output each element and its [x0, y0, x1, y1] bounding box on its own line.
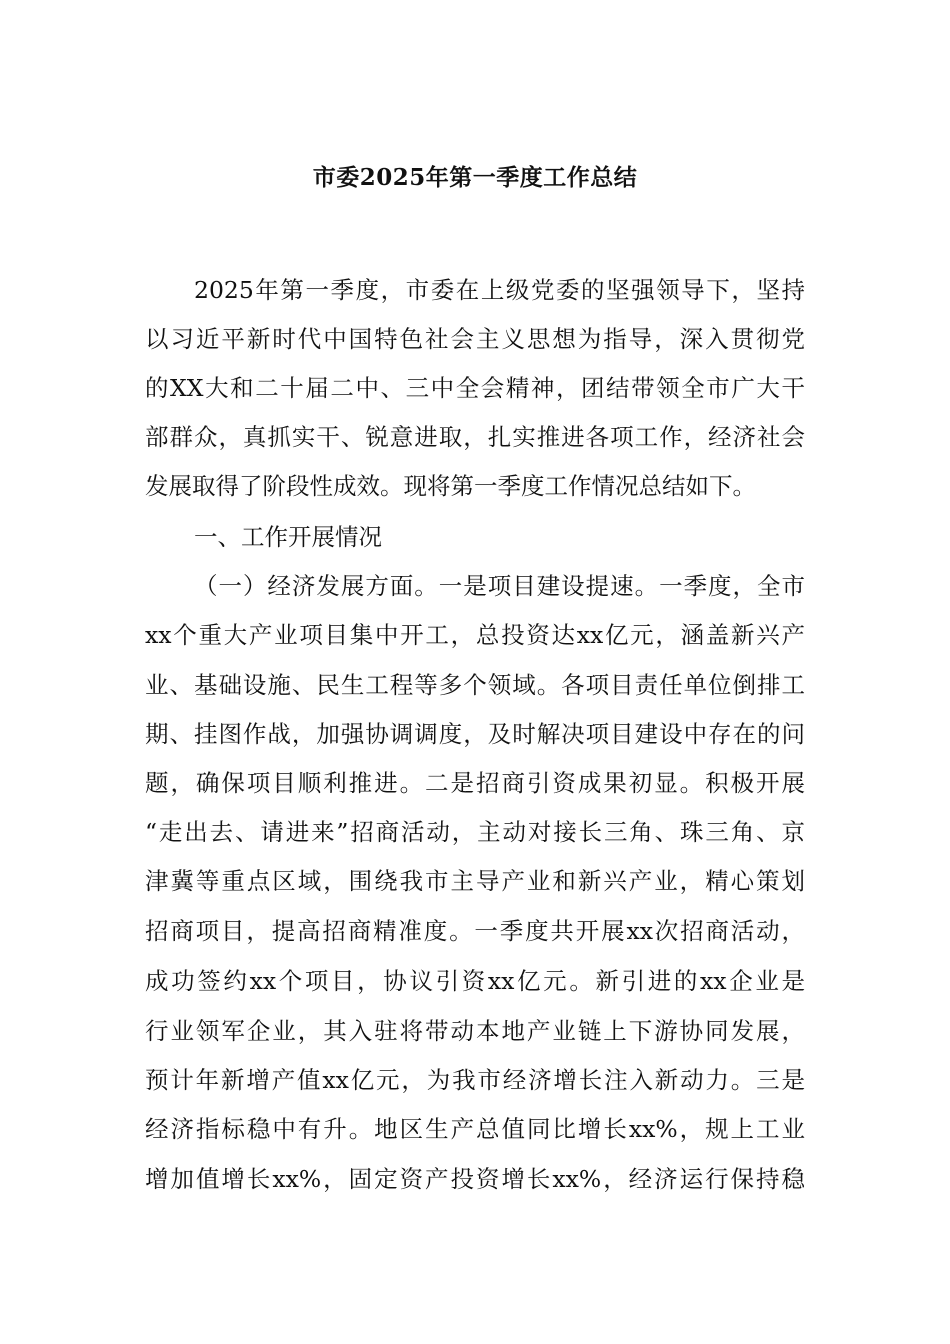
paragraph-line: 的XX大和二十届二中、三中全会精神，团结带领全市广大干 [145, 374, 805, 402]
section-heading: 一、工作开展情况 [194, 523, 382, 551]
paragraph-line: 业、基础设施、民生工程等多个领域。各项目责任单位倒排工 [145, 671, 805, 699]
paragraph-line: xx个重大产业项目集中开工，总投资达xx亿元，涵盖新兴产 [145, 621, 805, 649]
paragraph-line: 发展取得了阶段性成效。现将第一季度工作情况总结如下。 [145, 472, 756, 500]
paragraph-line: 招商项目，提高招商精准度。一季度共开展xx次招商活动， [145, 917, 805, 945]
paragraph-line: 以习近平新时代中国特色社会主义思想为指导，深入贯彻党 [145, 325, 805, 353]
paragraph-line: 经济指标稳中有升。地区生产总值同比增长xx%，规上工业 [145, 1115, 805, 1143]
paragraph-line: （一）经济发展方面。一是项目建设提速。一季度，全市 [194, 572, 805, 600]
paragraph-line: 成功签约xx个项目，协议引资xx亿元。新引进的xx企业是 [145, 967, 805, 995]
paragraph-line: 2025年第一季度，市委在上级党委的坚强领导下，坚持 [194, 276, 805, 304]
paragraph-line: 部群众，真抓实干、锐意进取，扎实推进各项工作，经济社会 [145, 423, 805, 451]
paragraph-line: 津冀等重点区域，围绕我市主导产业和新兴产业，精心策划 [145, 867, 805, 895]
paragraph-line: 题，确保项目顺利推进。二是招商引资成果初显。积极开展 [145, 769, 805, 797]
paragraph-line: 增加值增长xx%，固定资产投资增长xx%，经济运行保持稳 [145, 1165, 805, 1193]
paragraph-line: 期、挂图作战，加强协调调度，及时解决项目建设中存在的问 [145, 720, 805, 748]
paragraph-line: “走出去、请进来”招商活动，主动对接长三角、珠三角、京 [145, 818, 805, 846]
paragraph-line: 行业领军企业，其入驻将带动本地产业链上下游协同发展， [145, 1017, 805, 1045]
paragraph-line: 预计年新增产值xx亿元，为我市经济增长注入新动力。三是 [145, 1066, 805, 1094]
document-title: 市委2025年第一季度工作总结 [312, 164, 638, 191]
